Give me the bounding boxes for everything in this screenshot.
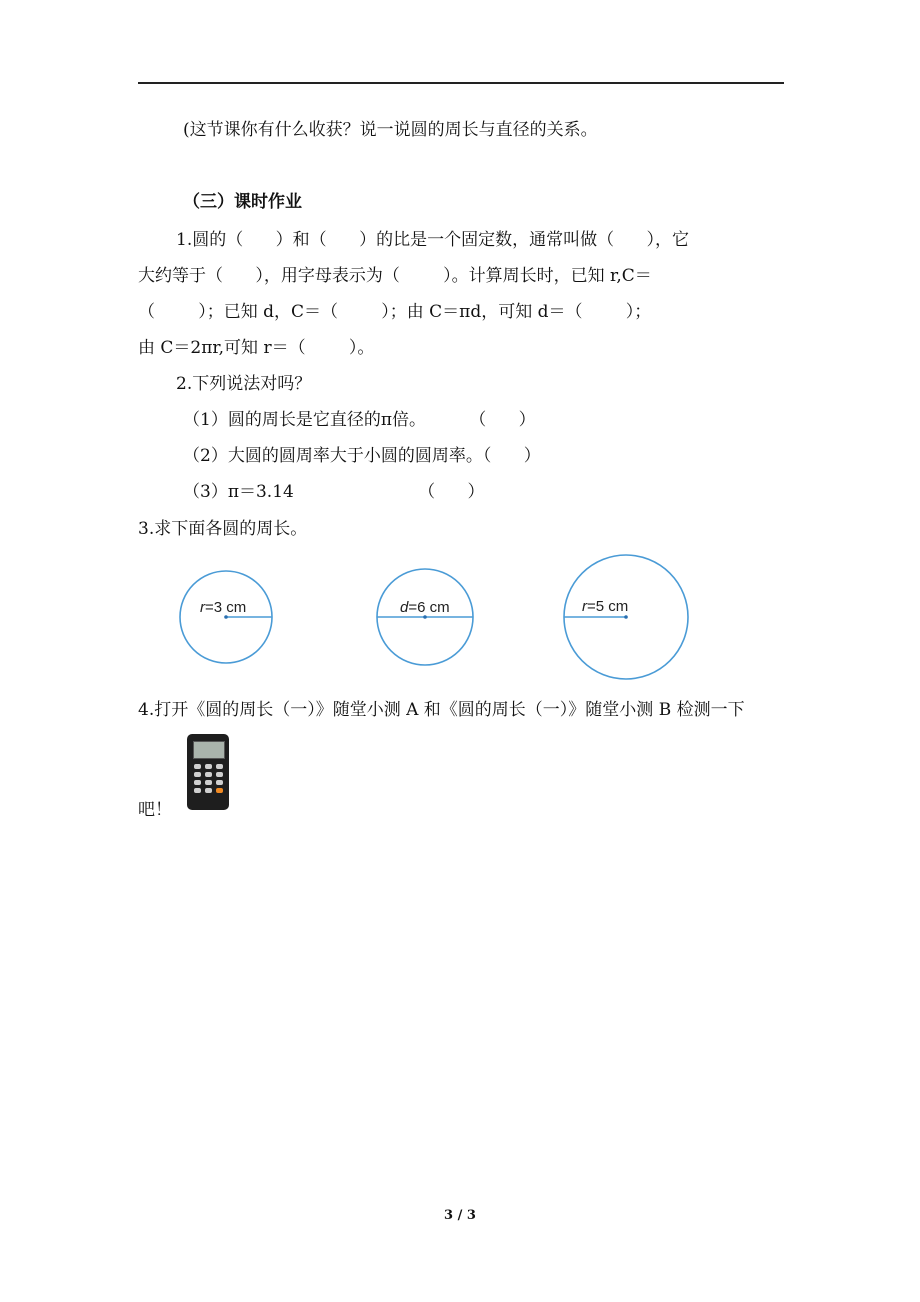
header-rule	[138, 82, 784, 84]
svg-text:r=5 cm	[582, 598, 628, 615]
circle-1-value: =3 cm	[205, 599, 247, 616]
q2-item-2: （2）大圆的圆周率大于小圆的圆周率。（ ）	[183, 446, 541, 466]
q1-line2: 大约等于（ ），用字母表示为（ ）。计算周长时，已知 r,C＝	[138, 266, 652, 286]
summary-line: (这节课你有什么收获？说一说圆的周长与直径的关系。	[183, 120, 598, 140]
center-dot	[624, 615, 628, 619]
q4-line1: 4.打开《圆的周长（一）》随堂小测 A 和《圆的周长（一）》随堂小测 B 检测一下	[138, 700, 745, 720]
svg-text:d=6 cm	[400, 599, 450, 616]
page-number: 3 / 3	[444, 1208, 476, 1223]
q2-item-3: （3）π＝3.14 （ ）	[183, 482, 485, 502]
circle-figure-2	[372, 564, 478, 670]
device-keypad	[194, 764, 222, 793]
clicker-remote-icon	[187, 734, 229, 810]
circle-2-var: d	[400, 599, 409, 616]
q3-title: 3.求下面各圆的周长。	[138, 519, 308, 539]
circle-figure-1	[176, 564, 276, 670]
circle-figure-3	[560, 551, 692, 683]
circle-1-var: r	[200, 599, 205, 616]
q1-line1: 1.圆的（ ）和（ ）的比是一个固定数，通常叫做（ ），它	[176, 230, 689, 250]
svg-text:r=3 cm	[200, 599, 246, 616]
circle-3-value: =5 cm	[587, 598, 629, 615]
circle-3-var: r	[582, 598, 587, 615]
q2-item-1: （1）圆的周长是它直径的π倍。 （ ）	[183, 410, 536, 430]
circle-2-value: =6 cm	[408, 599, 450, 616]
q4-line2: 吧！	[138, 800, 172, 820]
section-title: （三）课时作业	[183, 192, 302, 212]
device-screen	[193, 741, 225, 759]
q2-title: 2.下列说法对吗？	[176, 374, 312, 394]
q1-line3: （ ）；已知 d，C＝（ ）；由 C＝πd，可知 d＝（ ）；	[138, 302, 652, 322]
q1-line4: 由 C＝2πr,可知 r＝（ ）。	[138, 338, 375, 358]
